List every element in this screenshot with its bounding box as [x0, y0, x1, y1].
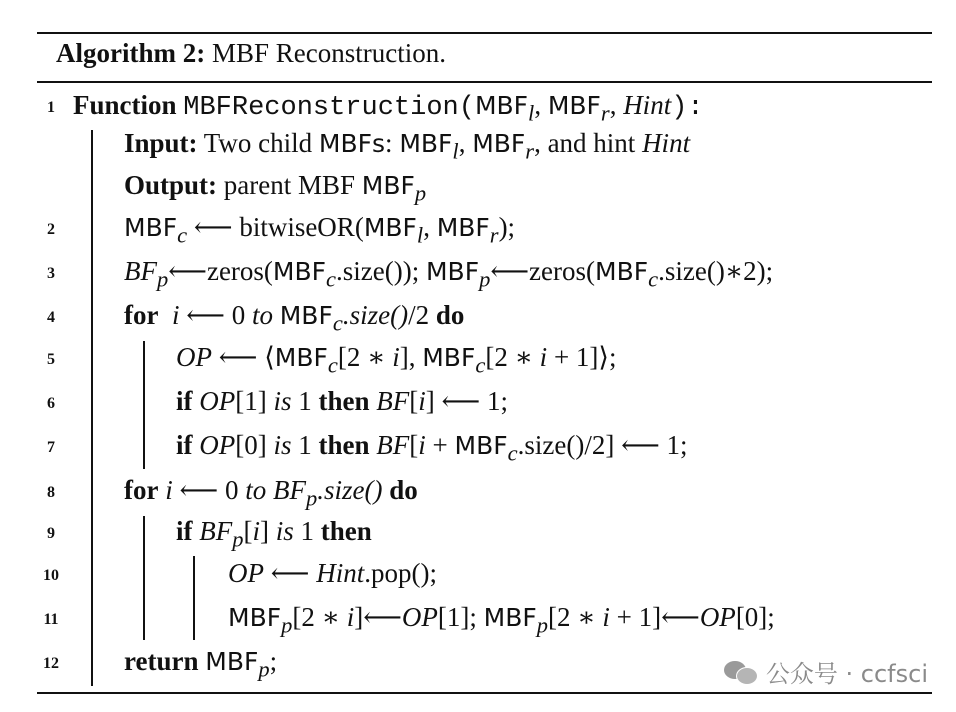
algo-line-2: 2 $MBF_c$ ⟵ $bitwiseOR(MBF_l$, $MBF_r$); [0, 212, 956, 252]
algo-line-7: 7 if OP[0] is 1 then $BF[i + MBF_c.size()/2]$ ⟵ 1; [0, 430, 956, 470]
wechat-icon [724, 659, 758, 685]
line-number: 3 [47, 265, 55, 282]
algo-line-10: 10 OP ⟵ Hint.pop(); [0, 558, 956, 598]
algorithm-caption [56, 38, 446, 69]
algo-line-5: 5 OP ⟵ $⟨MBF_c[2$ ∗ i], $MBF_c[2$ ∗ i + 1]⟩; [0, 342, 956, 382]
line-number: 11 [43, 611, 59, 628]
algo-line-8: 8 for i ⟵ 0 to $BF_p.size()$ do [0, 475, 956, 515]
algorithm-title: MBF Reconstruction. [211, 38, 446, 68]
line-number: 8 [47, 484, 55, 501]
line-number: 9 [47, 525, 55, 542]
line-number: 10 [43, 567, 59, 584]
line-number: 4 [47, 309, 55, 326]
watermark-text: 公众号 · ccfsci [765, 660, 928, 688]
caption-rule [37, 81, 932, 83]
line-number: 6 [47, 395, 55, 412]
algo-line-6: 6 if OP[1] is 1 then BF[i] ⟵ 1; [0, 386, 956, 426]
algo-output-line: Output: parent MBF $MBF_p$ [124, 170, 427, 206]
line-number: 1 [47, 99, 55, 116]
top-rule [37, 32, 932, 34]
algo-line-11: 11 $MBF_p[2$ ∗ i]⟵OP[1]; $MBF_p[2$ ∗ i + 1]⟵OP[0]; [0, 602, 956, 642]
algo-line-3: 3 $BF_p⟵zeros(MBF_c.size())$; $MBF_p⟵zeros(MBF_c.size()∗2)$; [0, 256, 956, 296]
algo-line-12: 12 return $MBF_p$; [0, 646, 956, 686]
line-number: 12 [43, 655, 59, 672]
bottom-rule [37, 692, 932, 694]
algo-line-9: 9 if $BF_p[i]$ is 1 then [0, 516, 956, 556]
algo-line-4: 4 for i ⟵ 0 to $MBF_c.size()/2$ do [0, 300, 956, 340]
watermark [724, 654, 928, 689]
algo-input-line: Input: Two child MBFs: $MBF_l$, $MBF_r$, and hint Hint [124, 128, 691, 164]
algo-line-1: 1 Function $MBFReconstruction(MBF_l$, $MBF_r$, Hint): [0, 90, 956, 130]
algorithm-label: Algorithm 2: [56, 38, 206, 68]
line-number: 5 [47, 351, 55, 368]
line-number: 7 [47, 439, 55, 456]
line-number: 2 [47, 221, 55, 238]
